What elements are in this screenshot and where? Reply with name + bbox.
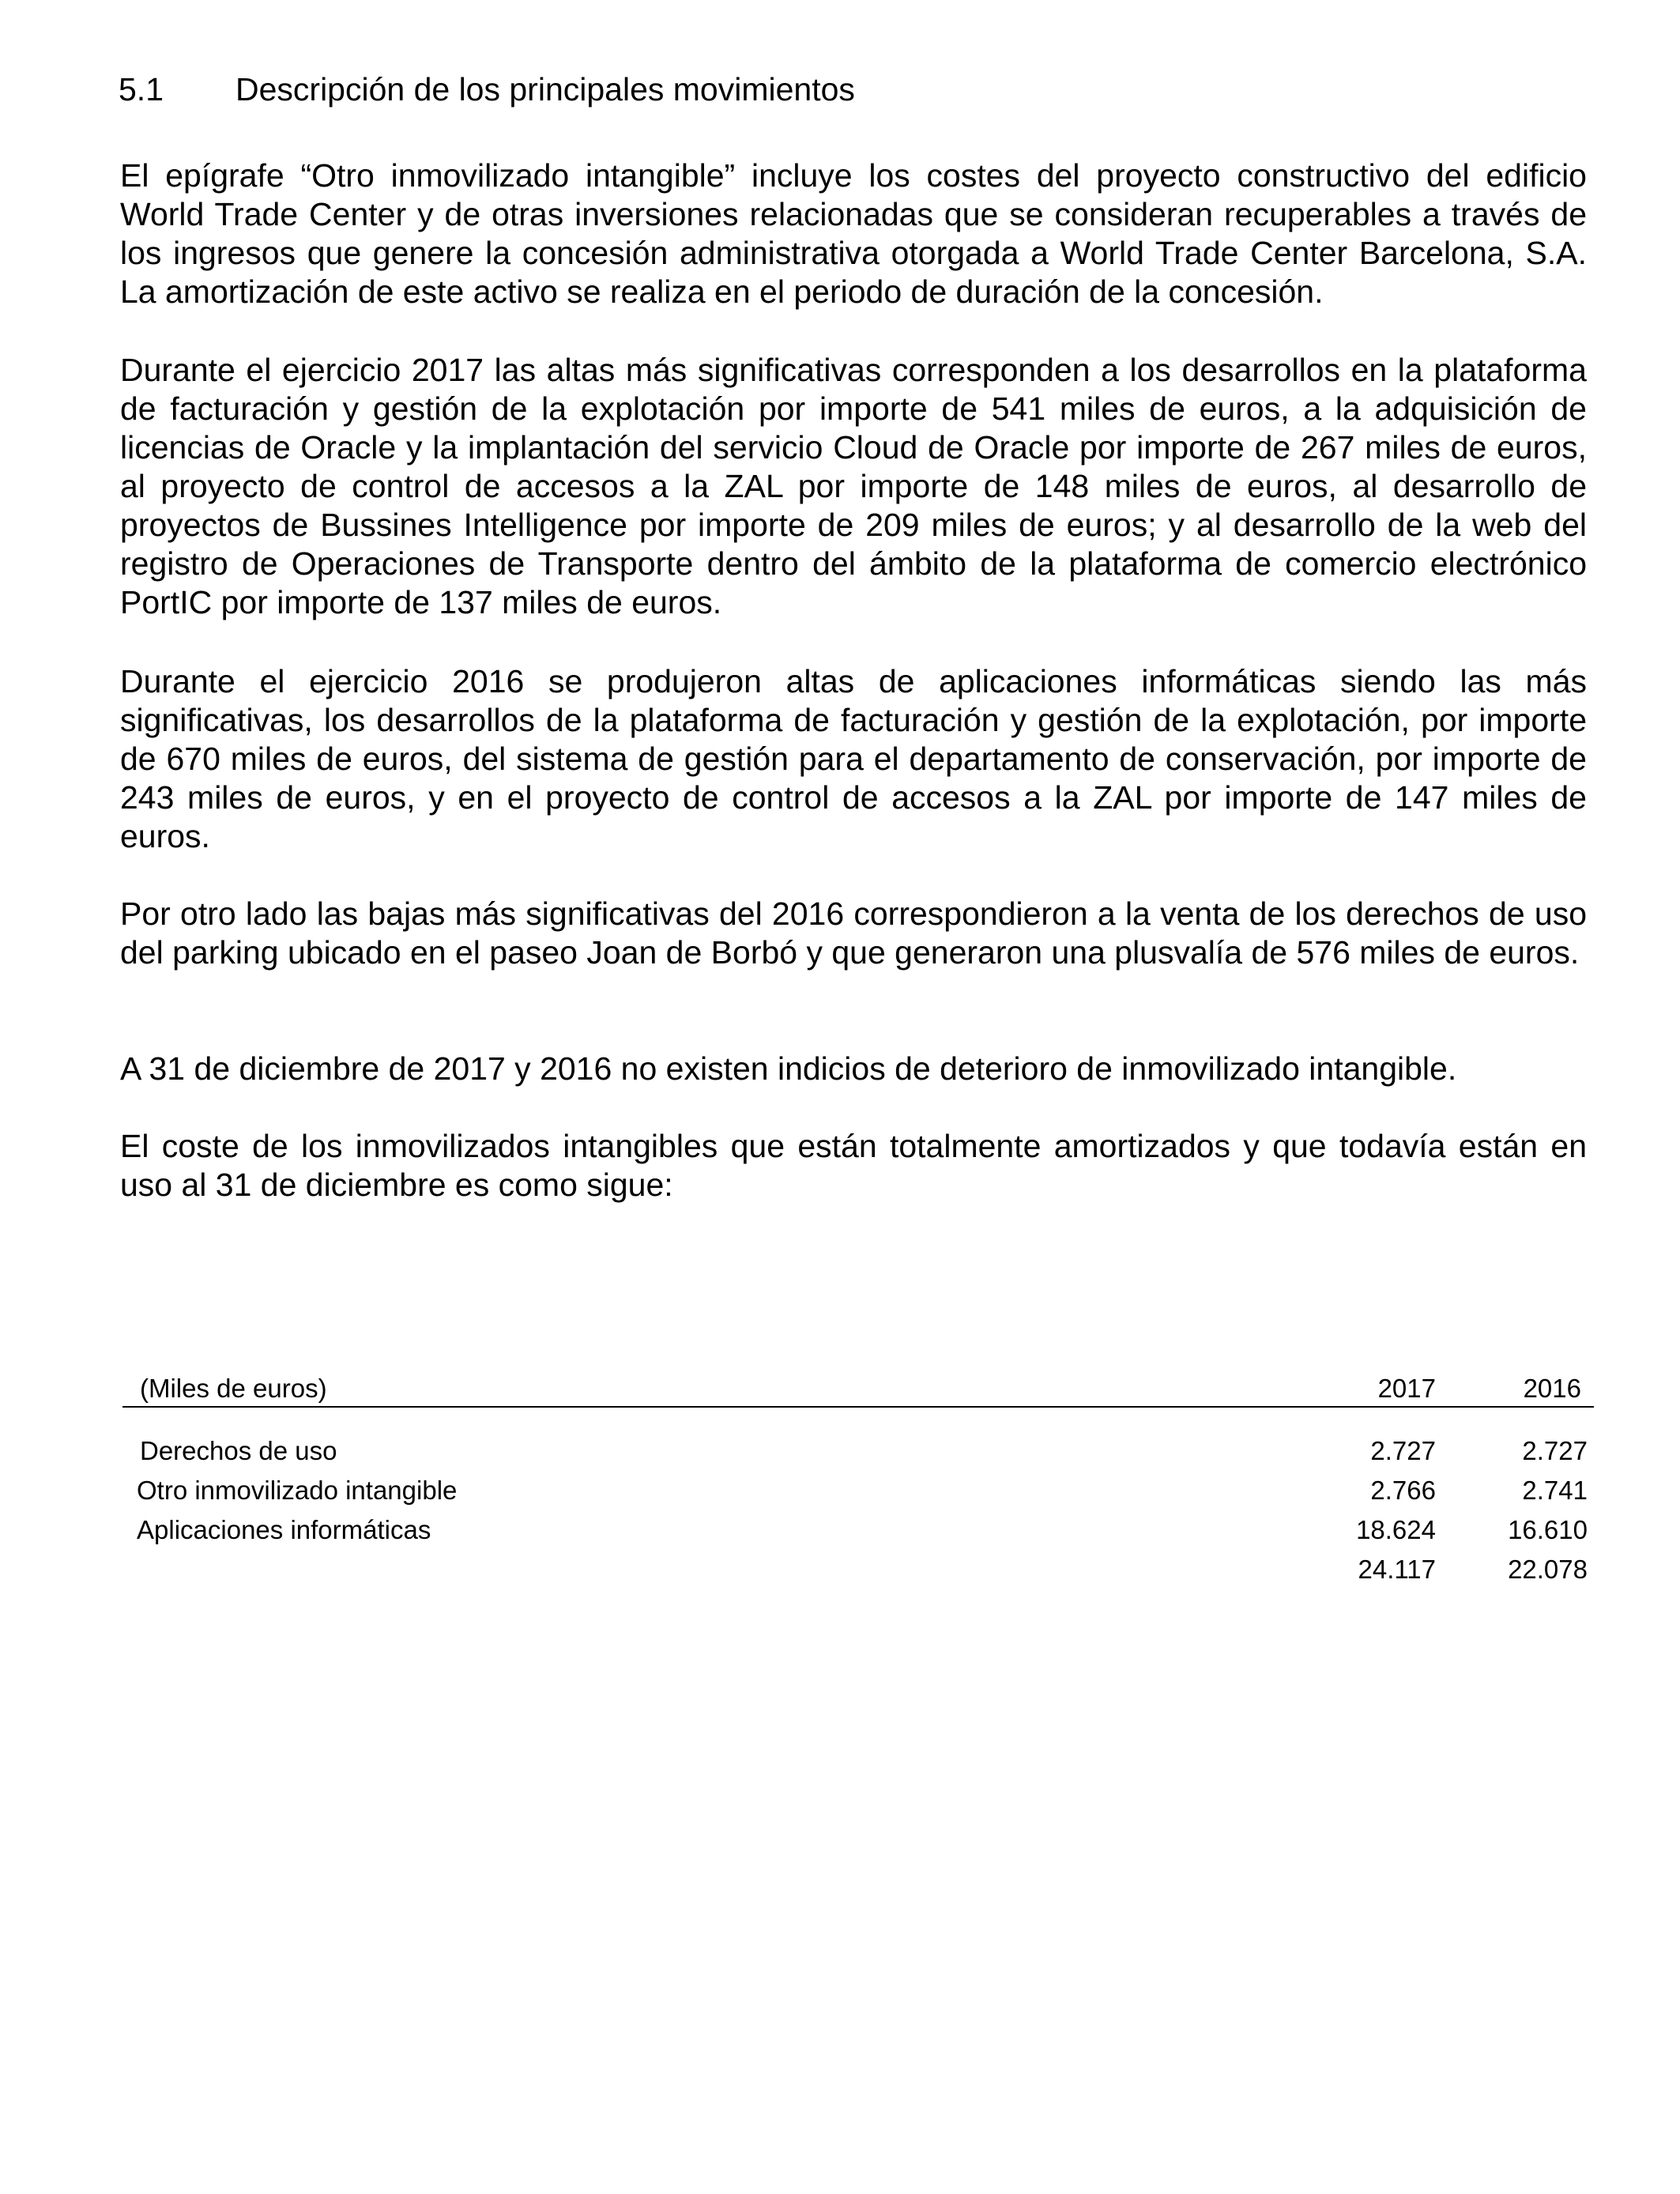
column-header-2016: 2016: [1523, 1374, 1581, 1403]
row-value-2017: 2.727: [1370, 1436, 1436, 1465]
section-heading: [119, 70, 855, 109]
paragraph-altas-2017: Durante el ejercicio 2017 las altas más significativas corresponden a los desarrollos en la plataforma de facturación y gestión de la explotación por importe de 541 miles de euros, a la adquisición de licencias de Oracle y la implantación del servicio Cloud de Oracle por importe de 267 miles de euros, al proyecto de control de accesos a la ZAL por importe de 148 miles de euros, al desarrollo de proyectos de Bussines Intelligence por importe de 209 miles de euros; y al desarrollo de la web del registro de Operaciones de Transporte dentro del ámbito de la plataforma de comercio electrónico PortIC por importe de 137 miles de euros.: [120, 352, 1587, 620]
table-header-row: [122, 1371, 1594, 1408]
row-label: Otro inmovilizado intangible: [137, 1476, 458, 1505]
column-header-2017: 2017: [1377, 1374, 1436, 1403]
table-row-aplicaciones: [122, 1510, 1594, 1550]
table-unit-label: (Miles de euros): [140, 1374, 327, 1403]
table-row-derechos-de-uso: [122, 1431, 1594, 1471]
paragraph-deterioro: A 31 de diciembre de 2017 y 2016 no existen indicios de deterioro de inmovilizado intangible.: [120, 1050, 1457, 1087]
section-number: 5.1: [119, 71, 164, 107]
row-value-2017: 2.766: [1370, 1476, 1436, 1505]
row-label: Aplicaciones informáticas: [137, 1515, 431, 1544]
amortized-assets-table: [122, 1371, 1594, 1589]
total-value-2017: 24.117: [1358, 1555, 1436, 1584]
row-value-2017: 18.624: [1356, 1515, 1436, 1544]
table-row-otro-inmovilizado: [122, 1471, 1594, 1510]
paragraph-altas-2016: Durante el ejercicio 2016 se produjeron altas de aplicaciones informáticas siendo las más significativas, los desarrollos de la plataforma de facturación y gestión de la explotación, por importe de 670 miles de euros, del sistema de gestión para el departamento de conservación, por importe de 243 miles de euros, y en el proyecto de control de accesos a la ZAL por importe de 147 miles de euros.: [120, 663, 1587, 854]
section-title: Descripción de los principales movimientos: [235, 71, 855, 107]
row-value-2016: 2.741: [1522, 1476, 1588, 1505]
total-value-2016: 22.078: [1508, 1555, 1588, 1584]
table-total-row: [122, 1550, 1594, 1589]
row-value-2016: 2.727: [1522, 1436, 1588, 1465]
paragraph-otro-inmovilizado: El epígrafe “Otro inmovilizado intangible” incluye los costes del proyecto constructivo del edificio World Trade Center y de otras inversiones relacionadas que se consideran recuperables a través de los ingresos que genere la concesión administrativa otorgada a World Trade Center Barcelona, S.A. La amortización de este activo se realiza en el periodo de duración de la concesión.: [120, 157, 1587, 310]
row-value-2016: 16.610: [1508, 1515, 1588, 1544]
paragraph-coste-amortizados: El coste de los inmovilizados intangibles que están totalmente amortizados y que todavía están en uso al 31 de diciembre es como sigue:: [120, 1128, 1587, 1203]
paragraph-bajas-2016: Por otro lado las bajas más significativas del 2016 correspondieron a la venta de los derechos de uso del parking ubicado en el paseo Joan de Borbó y que generaron una plusvalía de 576 miles de euros.: [120, 895, 1587, 971]
row-label: Derechos de uso: [140, 1436, 337, 1465]
table-spacer: [122, 1408, 1594, 1431]
